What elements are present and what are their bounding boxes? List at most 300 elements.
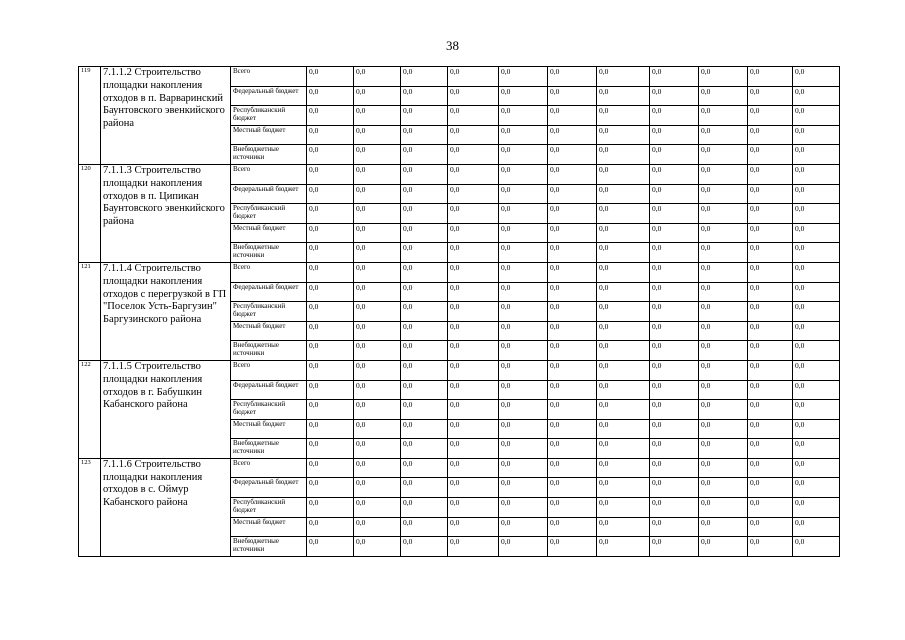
- amount-cell: 0,0: [793, 67, 840, 87]
- funding-source: Федеральный бюджет: [231, 282, 307, 302]
- amount-cell: 0,0: [597, 282, 650, 302]
- amount-cell: 0,0: [448, 380, 499, 400]
- amount-cell: 0,0: [354, 243, 401, 263]
- amount-cell: 0,0: [793, 282, 840, 302]
- amount-cell: 0,0: [650, 106, 699, 126]
- funding-source: Внебюджетные источники: [231, 243, 307, 263]
- amount-cell: 0,0: [793, 360, 840, 380]
- amount-cell: 0,0: [793, 184, 840, 204]
- amount-cell: 0,0: [793, 419, 840, 439]
- row-number: 123: [79, 458, 101, 556]
- amount-cell: 0,0: [597, 498, 650, 518]
- amount-cell: 0,0: [448, 439, 499, 459]
- amount-cell: 0,0: [401, 380, 448, 400]
- amount-cell: 0,0: [699, 184, 748, 204]
- amount-cell: 0,0: [650, 125, 699, 145]
- amount-cell: 0,0: [548, 321, 597, 341]
- amount-cell: 0,0: [401, 67, 448, 87]
- amount-cell: 0,0: [597, 439, 650, 459]
- amount-cell: 0,0: [548, 458, 597, 478]
- amount-cell: 0,0: [499, 478, 548, 498]
- row-number: 121: [79, 262, 101, 360]
- amount-cell: 0,0: [354, 204, 401, 224]
- amount-cell: 0,0: [401, 282, 448, 302]
- amount-cell: 0,0: [597, 164, 650, 184]
- amount-cell: 0,0: [307, 341, 354, 361]
- amount-cell: 0,0: [699, 204, 748, 224]
- funding-source: Местный бюджет: [231, 517, 307, 537]
- amount-cell: 0,0: [548, 498, 597, 518]
- amount-cell: 0,0: [597, 458, 650, 478]
- amount-cell: 0,0: [699, 478, 748, 498]
- amount-cell: 0,0: [748, 341, 793, 361]
- amount-cell: 0,0: [548, 204, 597, 224]
- amount-cell: 0,0: [448, 400, 499, 420]
- amount-cell: 0,0: [499, 537, 548, 557]
- amount-cell: 0,0: [650, 184, 699, 204]
- amount-cell: 0,0: [307, 458, 354, 478]
- amount-cell: 0,0: [499, 458, 548, 478]
- amount-cell: 0,0: [307, 243, 354, 263]
- amount-cell: 0,0: [699, 262, 748, 282]
- amount-cell: 0,0: [354, 125, 401, 145]
- amount-cell: 0,0: [748, 360, 793, 380]
- table-row: [79, 262, 840, 282]
- row-number: 120: [79, 164, 101, 262]
- amount-cell: 0,0: [699, 164, 748, 184]
- amount-cell: 0,0: [448, 223, 499, 243]
- amount-cell: 0,0: [748, 302, 793, 322]
- amount-cell: 0,0: [699, 302, 748, 322]
- table-row: [79, 164, 840, 184]
- amount-cell: 0,0: [401, 458, 448, 478]
- amount-cell: 0,0: [597, 321, 650, 341]
- amount-cell: 0,0: [354, 184, 401, 204]
- amount-cell: 0,0: [548, 537, 597, 557]
- amount-cell: 0,0: [748, 380, 793, 400]
- amount-cell: 0,0: [354, 380, 401, 400]
- amount-cell: 0,0: [307, 478, 354, 498]
- amount-cell: 0,0: [650, 302, 699, 322]
- amount-cell: 0,0: [748, 498, 793, 518]
- amount-cell: 0,0: [448, 341, 499, 361]
- amount-cell: 0,0: [307, 86, 354, 106]
- amount-cell: 0,0: [548, 400, 597, 420]
- amount-cell: 0,0: [401, 517, 448, 537]
- amount-cell: 0,0: [548, 125, 597, 145]
- funding-source: Местный бюджет: [231, 419, 307, 439]
- funding-source: Всего: [231, 67, 307, 87]
- amount-cell: 0,0: [793, 537, 840, 557]
- budget-table: [78, 66, 840, 557]
- amount-cell: 0,0: [548, 302, 597, 322]
- amount-cell: 0,0: [307, 302, 354, 322]
- amount-cell: 0,0: [354, 106, 401, 126]
- amount-cell: 0,0: [448, 184, 499, 204]
- amount-cell: 0,0: [448, 145, 499, 165]
- amount-cell: 0,0: [499, 223, 548, 243]
- amount-cell: 0,0: [748, 282, 793, 302]
- amount-cell: 0,0: [748, 439, 793, 459]
- amount-cell: 0,0: [307, 223, 354, 243]
- amount-cell: 0,0: [354, 419, 401, 439]
- amount-cell: 0,0: [354, 145, 401, 165]
- amount-cell: 0,0: [401, 439, 448, 459]
- amount-cell: 0,0: [307, 380, 354, 400]
- funding-source: Республиканский бюджет: [231, 204, 307, 224]
- amount-cell: 0,0: [650, 478, 699, 498]
- amount-cell: 0,0: [401, 262, 448, 282]
- table-row: [79, 67, 840, 87]
- amount-cell: 0,0: [699, 67, 748, 87]
- amount-cell: 0,0: [793, 125, 840, 145]
- amount-cell: 0,0: [748, 419, 793, 439]
- amount-cell: 0,0: [354, 498, 401, 518]
- amount-cell: 0,0: [307, 321, 354, 341]
- amount-cell: 0,0: [401, 223, 448, 243]
- amount-cell: 0,0: [448, 517, 499, 537]
- amount-cell: 0,0: [650, 341, 699, 361]
- amount-cell: 0,0: [448, 537, 499, 557]
- amount-cell: 0,0: [499, 419, 548, 439]
- amount-cell: 0,0: [548, 439, 597, 459]
- amount-cell: 0,0: [699, 106, 748, 126]
- amount-cell: 0,0: [401, 204, 448, 224]
- amount-cell: 0,0: [499, 204, 548, 224]
- funding-source: Республиканский бюджет: [231, 302, 307, 322]
- amount-cell: 0,0: [650, 439, 699, 459]
- amount-cell: 0,0: [548, 341, 597, 361]
- page-number: 38: [446, 38, 459, 53]
- amount-cell: 0,0: [748, 67, 793, 87]
- amount-cell: 0,0: [748, 400, 793, 420]
- amount-cell: 0,0: [548, 380, 597, 400]
- amount-cell: 0,0: [307, 419, 354, 439]
- amount-cell: 0,0: [699, 145, 748, 165]
- amount-cell: 0,0: [448, 67, 499, 87]
- amount-cell: 0,0: [748, 184, 793, 204]
- amount-cell: 0,0: [748, 145, 793, 165]
- project-name: 7.1.1.2 Строительство площадки накопления отходов в п. Варваринский Баунтовского эвенкийского района: [101, 67, 231, 165]
- amount-cell: 0,0: [650, 145, 699, 165]
- amount-cell: 0,0: [448, 282, 499, 302]
- amount-cell: 0,0: [650, 262, 699, 282]
- amount-cell: 0,0: [748, 517, 793, 537]
- amount-cell: 0,0: [793, 321, 840, 341]
- amount-cell: 0,0: [448, 458, 499, 478]
- amount-cell: 0,0: [448, 478, 499, 498]
- amount-cell: 0,0: [793, 86, 840, 106]
- funding-source: Местный бюджет: [231, 125, 307, 145]
- amount-cell: 0,0: [699, 321, 748, 341]
- amount-cell: 0,0: [597, 400, 650, 420]
- amount-cell: 0,0: [307, 164, 354, 184]
- amount-cell: 0,0: [448, 204, 499, 224]
- amount-cell: 0,0: [499, 400, 548, 420]
- amount-cell: 0,0: [307, 282, 354, 302]
- amount-cell: 0,0: [548, 67, 597, 87]
- amount-cell: 0,0: [650, 86, 699, 106]
- amount-cell: 0,0: [748, 164, 793, 184]
- amount-cell: 0,0: [748, 125, 793, 145]
- amount-cell: 0,0: [699, 517, 748, 537]
- funding-source: Республиканский бюджет: [231, 400, 307, 420]
- amount-cell: 0,0: [699, 341, 748, 361]
- amount-cell: 0,0: [548, 517, 597, 537]
- amount-cell: 0,0: [499, 360, 548, 380]
- funding-source: Внебюджетные источники: [231, 145, 307, 165]
- amount-cell: 0,0: [354, 517, 401, 537]
- amount-cell: 0,0: [499, 67, 548, 87]
- amount-cell: 0,0: [499, 86, 548, 106]
- funding-source: Всего: [231, 360, 307, 380]
- amount-cell: 0,0: [307, 262, 354, 282]
- amount-cell: 0,0: [699, 86, 748, 106]
- amount-cell: 0,0: [548, 419, 597, 439]
- amount-cell: 0,0: [650, 164, 699, 184]
- amount-cell: 0,0: [650, 204, 699, 224]
- amount-cell: 0,0: [793, 498, 840, 518]
- amount-cell: 0,0: [448, 302, 499, 322]
- amount-cell: 0,0: [748, 478, 793, 498]
- amount-cell: 0,0: [448, 321, 499, 341]
- amount-cell: 0,0: [748, 204, 793, 224]
- amount-cell: 0,0: [793, 223, 840, 243]
- amount-cell: 0,0: [699, 125, 748, 145]
- funding-source: Республиканский бюджет: [231, 498, 307, 518]
- amount-cell: 0,0: [499, 380, 548, 400]
- amount-cell: 0,0: [699, 282, 748, 302]
- amount-cell: 0,0: [548, 184, 597, 204]
- amount-cell: 0,0: [307, 184, 354, 204]
- table-row: [79, 360, 840, 380]
- amount-cell: 0,0: [650, 380, 699, 400]
- amount-cell: 0,0: [499, 145, 548, 165]
- funding-source: Местный бюджет: [231, 321, 307, 341]
- amount-cell: 0,0: [650, 67, 699, 87]
- amount-cell: 0,0: [499, 164, 548, 184]
- amount-cell: 0,0: [699, 537, 748, 557]
- amount-cell: 0,0: [354, 223, 401, 243]
- funding-source: Внебюджетные источники: [231, 439, 307, 459]
- funding-source: Внебюджетные источники: [231, 537, 307, 557]
- amount-cell: 0,0: [401, 125, 448, 145]
- funding-source: Республиканский бюджет: [231, 106, 307, 126]
- amount-cell: 0,0: [354, 164, 401, 184]
- amount-cell: 0,0: [597, 106, 650, 126]
- amount-cell: 0,0: [307, 125, 354, 145]
- amount-cell: 0,0: [354, 67, 401, 87]
- amount-cell: 0,0: [597, 478, 650, 498]
- amount-cell: 0,0: [401, 243, 448, 263]
- amount-cell: 0,0: [699, 419, 748, 439]
- amount-cell: 0,0: [499, 341, 548, 361]
- amount-cell: 0,0: [748, 106, 793, 126]
- amount-cell: 0,0: [401, 537, 448, 557]
- amount-cell: 0,0: [548, 223, 597, 243]
- funding-source: Федеральный бюджет: [231, 184, 307, 204]
- amount-cell: 0,0: [793, 439, 840, 459]
- amount-cell: 0,0: [499, 184, 548, 204]
- amount-cell: 0,0: [307, 145, 354, 165]
- amount-cell: 0,0: [401, 86, 448, 106]
- amount-cell: 0,0: [597, 204, 650, 224]
- amount-cell: 0,0: [793, 341, 840, 361]
- amount-cell: 0,0: [699, 498, 748, 518]
- amount-cell: 0,0: [354, 321, 401, 341]
- amount-cell: 0,0: [699, 400, 748, 420]
- funding-source: Всего: [231, 164, 307, 184]
- project-name: 7.1.1.6 Строительство площадки накопления отходов в с. Оймур Кабанского района: [101, 458, 231, 556]
- funding-source: Всего: [231, 262, 307, 282]
- amount-cell: 0,0: [307, 400, 354, 420]
- amount-cell: 0,0: [650, 400, 699, 420]
- row-number: 119: [79, 67, 101, 165]
- amount-cell: 0,0: [793, 262, 840, 282]
- amount-cell: 0,0: [793, 145, 840, 165]
- amount-cell: 0,0: [499, 243, 548, 263]
- amount-cell: 0,0: [650, 458, 699, 478]
- amount-cell: 0,0: [448, 419, 499, 439]
- project-name: 7.1.1.5 Строительство площадки накопления отходов в г. Бабушкин Кабанского района: [101, 360, 231, 458]
- amount-cell: 0,0: [354, 478, 401, 498]
- amount-cell: 0,0: [699, 380, 748, 400]
- funding-source: Федеральный бюджет: [231, 478, 307, 498]
- amount-cell: 0,0: [793, 380, 840, 400]
- amount-cell: 0,0: [499, 282, 548, 302]
- amount-cell: 0,0: [650, 537, 699, 557]
- amount-cell: 0,0: [748, 458, 793, 478]
- funding-source: Федеральный бюджет: [231, 86, 307, 106]
- amount-cell: 0,0: [793, 106, 840, 126]
- funding-source: Федеральный бюджет: [231, 380, 307, 400]
- amount-cell: 0,0: [499, 498, 548, 518]
- amount-cell: 0,0: [548, 360, 597, 380]
- amount-cell: 0,0: [499, 321, 548, 341]
- amount-cell: 0,0: [401, 419, 448, 439]
- amount-cell: 0,0: [597, 380, 650, 400]
- amount-cell: 0,0: [401, 341, 448, 361]
- amount-cell: 0,0: [448, 360, 499, 380]
- amount-cell: 0,0: [748, 321, 793, 341]
- amount-cell: 0,0: [597, 537, 650, 557]
- amount-cell: 0,0: [307, 517, 354, 537]
- amount-cell: 0,0: [650, 360, 699, 380]
- amount-cell: 0,0: [354, 360, 401, 380]
- amount-cell: 0,0: [793, 400, 840, 420]
- amount-cell: 0,0: [448, 125, 499, 145]
- amount-cell: 0,0: [401, 164, 448, 184]
- amount-cell: 0,0: [748, 223, 793, 243]
- amount-cell: 0,0: [597, 341, 650, 361]
- amount-cell: 0,0: [699, 439, 748, 459]
- amount-cell: 0,0: [650, 223, 699, 243]
- amount-cell: 0,0: [401, 145, 448, 165]
- amount-cell: 0,0: [548, 106, 597, 126]
- amount-cell: 0,0: [597, 517, 650, 537]
- amount-cell: 0,0: [597, 86, 650, 106]
- amount-cell: 0,0: [401, 321, 448, 341]
- amount-cell: 0,0: [597, 67, 650, 87]
- amount-cell: 0,0: [793, 204, 840, 224]
- amount-cell: 0,0: [354, 537, 401, 557]
- amount-cell: 0,0: [548, 145, 597, 165]
- amount-cell: 0,0: [548, 86, 597, 106]
- amount-cell: 0,0: [448, 498, 499, 518]
- amount-cell: 0,0: [448, 86, 499, 106]
- amount-cell: 0,0: [650, 282, 699, 302]
- amount-cell: 0,0: [354, 282, 401, 302]
- amount-cell: 0,0: [499, 125, 548, 145]
- amount-cell: 0,0: [354, 341, 401, 361]
- amount-cell: 0,0: [307, 537, 354, 557]
- amount-cell: 0,0: [499, 439, 548, 459]
- amount-cell: 0,0: [650, 517, 699, 537]
- amount-cell: 0,0: [354, 302, 401, 322]
- amount-cell: 0,0: [499, 517, 548, 537]
- amount-cell: 0,0: [401, 478, 448, 498]
- amount-cell: 0,0: [448, 164, 499, 184]
- amount-cell: 0,0: [307, 67, 354, 87]
- funding-source: Всего: [231, 458, 307, 478]
- amount-cell: 0,0: [597, 360, 650, 380]
- amount-cell: 0,0: [748, 262, 793, 282]
- row-number: 122: [79, 360, 101, 458]
- amount-cell: 0,0: [650, 243, 699, 263]
- funding-source: Местный бюджет: [231, 223, 307, 243]
- amount-cell: 0,0: [793, 458, 840, 478]
- amount-cell: 0,0: [597, 184, 650, 204]
- amount-cell: 0,0: [650, 321, 699, 341]
- amount-cell: 0,0: [307, 360, 354, 380]
- amount-cell: 0,0: [307, 106, 354, 126]
- amount-cell: 0,0: [699, 458, 748, 478]
- amount-cell: 0,0: [499, 106, 548, 126]
- amount-cell: 0,0: [597, 243, 650, 263]
- amount-cell: 0,0: [448, 106, 499, 126]
- amount-cell: 0,0: [401, 498, 448, 518]
- amount-cell: 0,0: [548, 282, 597, 302]
- amount-cell: 0,0: [548, 243, 597, 263]
- amount-cell: 0,0: [401, 184, 448, 204]
- amount-cell: 0,0: [307, 439, 354, 459]
- amount-cell: 0,0: [354, 262, 401, 282]
- amount-cell: 0,0: [748, 86, 793, 106]
- amount-cell: 0,0: [401, 360, 448, 380]
- amount-cell: 0,0: [499, 262, 548, 282]
- amount-cell: 0,0: [597, 125, 650, 145]
- amount-cell: 0,0: [597, 262, 650, 282]
- amount-cell: 0,0: [401, 400, 448, 420]
- amount-cell: 0,0: [597, 223, 650, 243]
- amount-cell: 0,0: [307, 204, 354, 224]
- amount-cell: 0,0: [499, 302, 548, 322]
- amount-cell: 0,0: [354, 439, 401, 459]
- amount-cell: 0,0: [354, 400, 401, 420]
- amount-cell: 0,0: [597, 145, 650, 165]
- amount-cell: 0,0: [793, 478, 840, 498]
- amount-cell: 0,0: [548, 262, 597, 282]
- amount-cell: 0,0: [793, 517, 840, 537]
- amount-cell: 0,0: [548, 164, 597, 184]
- amount-cell: 0,0: [448, 243, 499, 263]
- amount-cell: 0,0: [548, 478, 597, 498]
- amount-cell: 0,0: [748, 537, 793, 557]
- amount-cell: 0,0: [354, 86, 401, 106]
- project-name: 7.1.1.3 Строительство площадки накопления отходов в п. Ципикан Баунтовского эвенкийского района: [101, 164, 231, 262]
- amount-cell: 0,0: [793, 164, 840, 184]
- amount-cell: 0,0: [699, 243, 748, 263]
